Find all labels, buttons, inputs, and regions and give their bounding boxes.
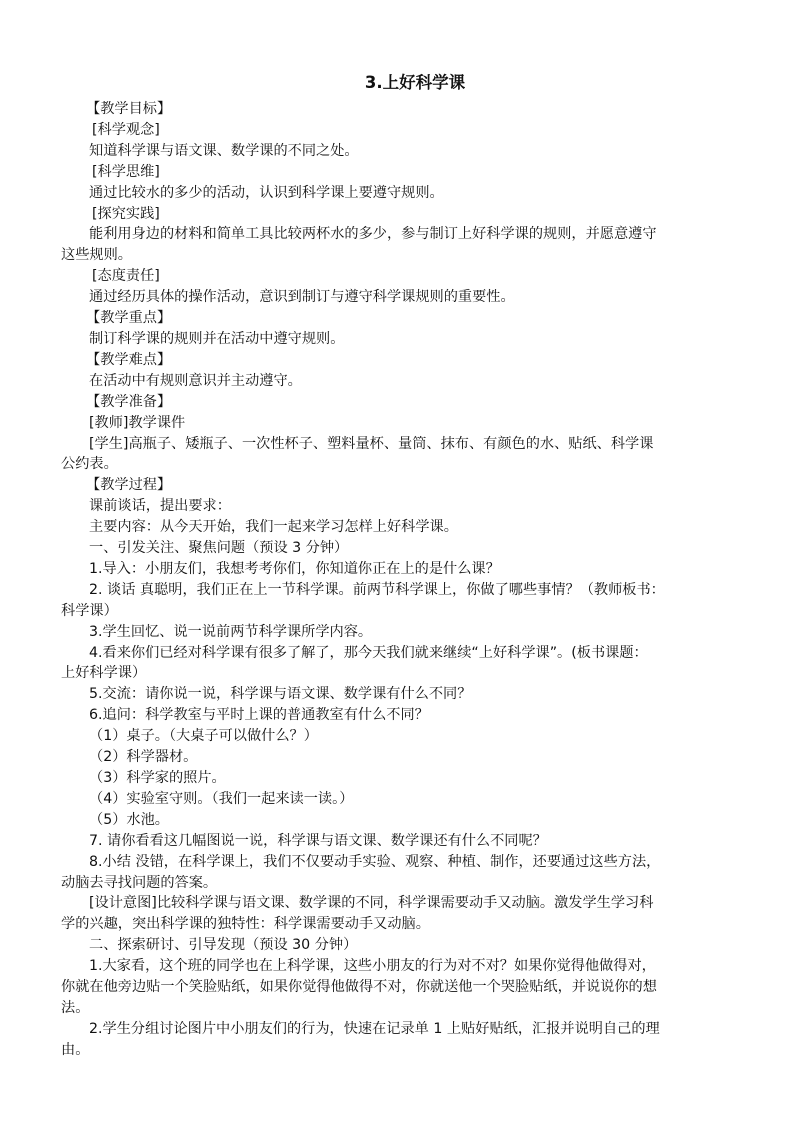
paragraph-line: 3.学生回忆、说一说前两节科学课所学内容。: [89, 623, 373, 640]
paragraph-line: 知道科学课与语文课、数学课的不同之处。: [89, 142, 359, 159]
document-title: 3.上好科学课: [364, 73, 466, 92]
paragraph-line: 这些规则。: [61, 247, 132, 264]
paragraph-line: （3）科学家的照片。: [89, 770, 226, 786]
paragraph-line: 5.交流：请你说一说，科学课与语文课、数学课有什么不同？: [89, 686, 472, 703]
paragraph-line: [学生]高瓶子、矮瓶子、一次性杯子、塑料量杯、量筒、抹布、有颜色的水、贴纸、科学课: [89, 435, 654, 452]
paragraph-line: 4.看来你们已经对科学课有很多了解了，那今天我们就来继续“上好科学课”。(板书课题：: [89, 644, 648, 661]
section-heading: 【教学过程】: [86, 477, 172, 494]
document-page: [61, 70, 741, 1061]
subsection-heading: [态度责任]: [92, 268, 160, 285]
paragraph-line: [教师]教学课件: [89, 414, 186, 431]
paragraph-line: 你就在他旁边贴一个笑脸贴纸，如果你觉得他做得不对，你就送他一个哭脸贴纸，并说说你的想: [61, 979, 657, 996]
paragraph-line: （2）科学器材。: [89, 749, 198, 766]
paragraph-line: 科学课）: [61, 602, 118, 619]
paragraph-line: 在活动中有规则意识并主动遵守。: [89, 372, 302, 389]
paragraph-line: 动脑去寻找问题的答案。: [61, 874, 218, 891]
paragraph-line: （4）实验室守则。（我们一起来读一读。）: [89, 790, 354, 807]
paragraph-line: 能利用身边的材料和简单工具比较两杯水的多少，参与制订上好科学课的规则，并愿意遵守: [89, 226, 657, 243]
paragraph-line: 制订科学课的规则并在活动中遵守规则。: [89, 330, 345, 347]
paragraph-line: 通过比较水的多少的活动，认识到科学课上要遵守规则。: [89, 184, 444, 201]
section-heading: 【教学重点】: [86, 310, 172, 327]
paragraph-line: 课前谈话，提出要求：: [89, 498, 231, 515]
paragraph-line: （5）水池。: [89, 811, 169, 828]
paragraph-line: 学的兴趣，突出科学课的独特性：科学课需要动手又动脑。: [61, 916, 430, 933]
paragraph-line: 6.追问：科学教室与平时上课的普通教室有什么不同？: [89, 707, 429, 724]
paragraph-line: 法。: [61, 999, 90, 1016]
paragraph-line: 公约表。: [61, 456, 118, 473]
paragraph-line: 一、引发关注、聚焦问题（预设 3 分钟）: [89, 540, 349, 557]
paragraph-line: （1）桌子。（大桌子可以做什么？）: [89, 728, 318, 745]
subsection-heading: [科学思维]: [92, 163, 160, 180]
subsection-heading: [探究实践]: [92, 205, 160, 222]
paragraph-line: 2.学生分组讨论图片中小朋友们的行为，快速在记录单 1 上贴好贴纸，汇报并说明自己的理: [89, 1020, 660, 1037]
section-heading: 【教学目标】: [86, 101, 172, 117]
paragraph-line: 2. 谈话 真聪明，我们正在上一节科学课。前两节科学课上，你做了哪些事情？（教师板书：: [89, 581, 665, 598]
document-body: [61, 99, 741, 1061]
subsection-heading: [科学观念]: [92, 121, 160, 138]
paragraph-line: 由。: [61, 1041, 90, 1058]
paragraph-line: [设计意图]比较科学课与语文课、数学课的不同，科学课需要动手又动脑。激发学生学习科: [89, 895, 654, 912]
paragraph-line: 通过经历具体的操作活动，意识到制订与遵守科学课规则的重要性。: [89, 289, 515, 306]
paragraph-line: 主要内容：从今天开始，我们一起来学习怎样上好科学课。: [89, 519, 458, 536]
section-heading: 【教学难点】: [86, 351, 172, 368]
paragraph-line: 8.小结 没错，在科学课上，我们不仅要动手实验、观察、种植、制作，还要通过这些方法，: [89, 853, 661, 870]
paragraph-line: 上好科学课）: [61, 665, 147, 682]
paragraph-line: 1.导入：小朋友们，我想考考你们，你知道你正在上的是什么课？: [89, 560, 500, 577]
paragraph-line: 二、探索研讨、引导发现（预设 30 分钟）: [89, 937, 358, 954]
paragraph-line: 1.大家看，这个班的同学也在上科学课，这些小朋友的行为对不对？如果你觉得他做得对，: [89, 958, 656, 975]
section-heading: 【教学准备】: [86, 393, 172, 410]
paragraph-line: 7. 请你看看这几幅图说一说，科学课与语文课、数学课还有什么不同呢？: [89, 832, 547, 849]
